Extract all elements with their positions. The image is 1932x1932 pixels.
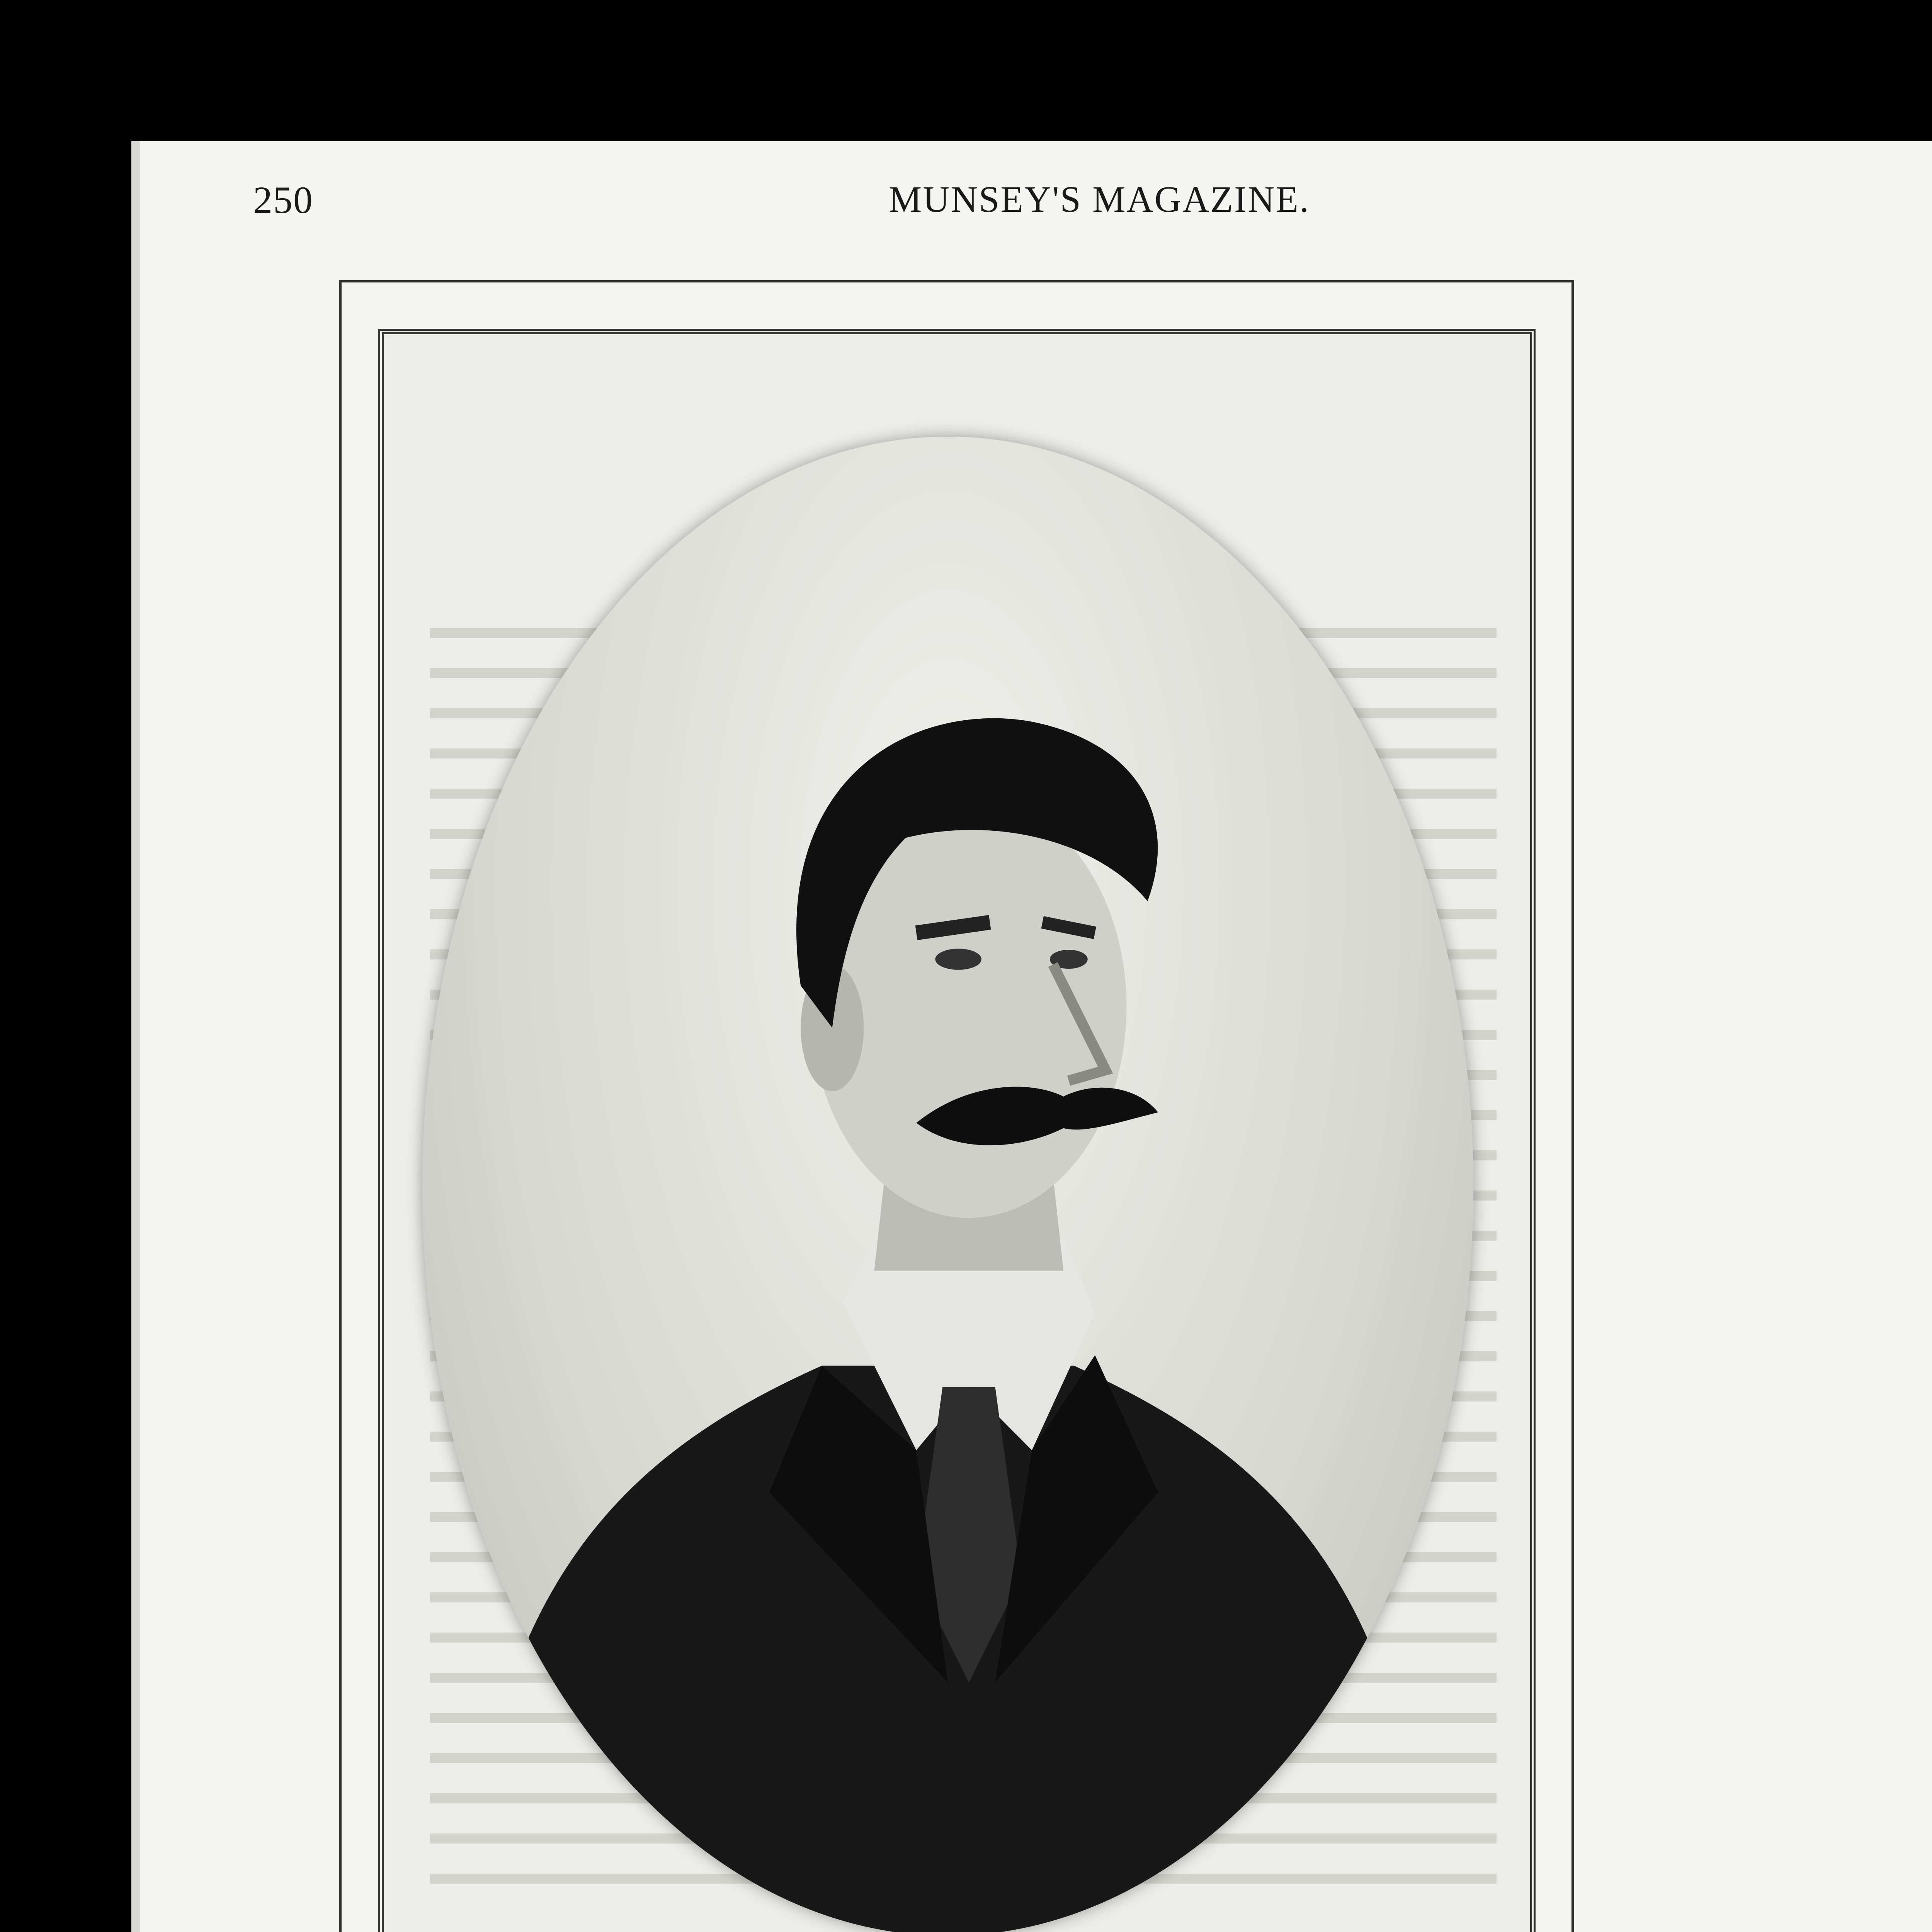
running-head xyxy=(0,178,1932,240)
photo-plate xyxy=(378,329,1536,1932)
page-number: 250 xyxy=(253,179,313,221)
photo-plate-frame xyxy=(339,280,1574,1932)
portrait-illustration xyxy=(422,437,1473,1932)
portrait-oval xyxy=(422,437,1473,1932)
magazine-title: MUNSEY'S MAGAZINE. xyxy=(889,179,1310,220)
